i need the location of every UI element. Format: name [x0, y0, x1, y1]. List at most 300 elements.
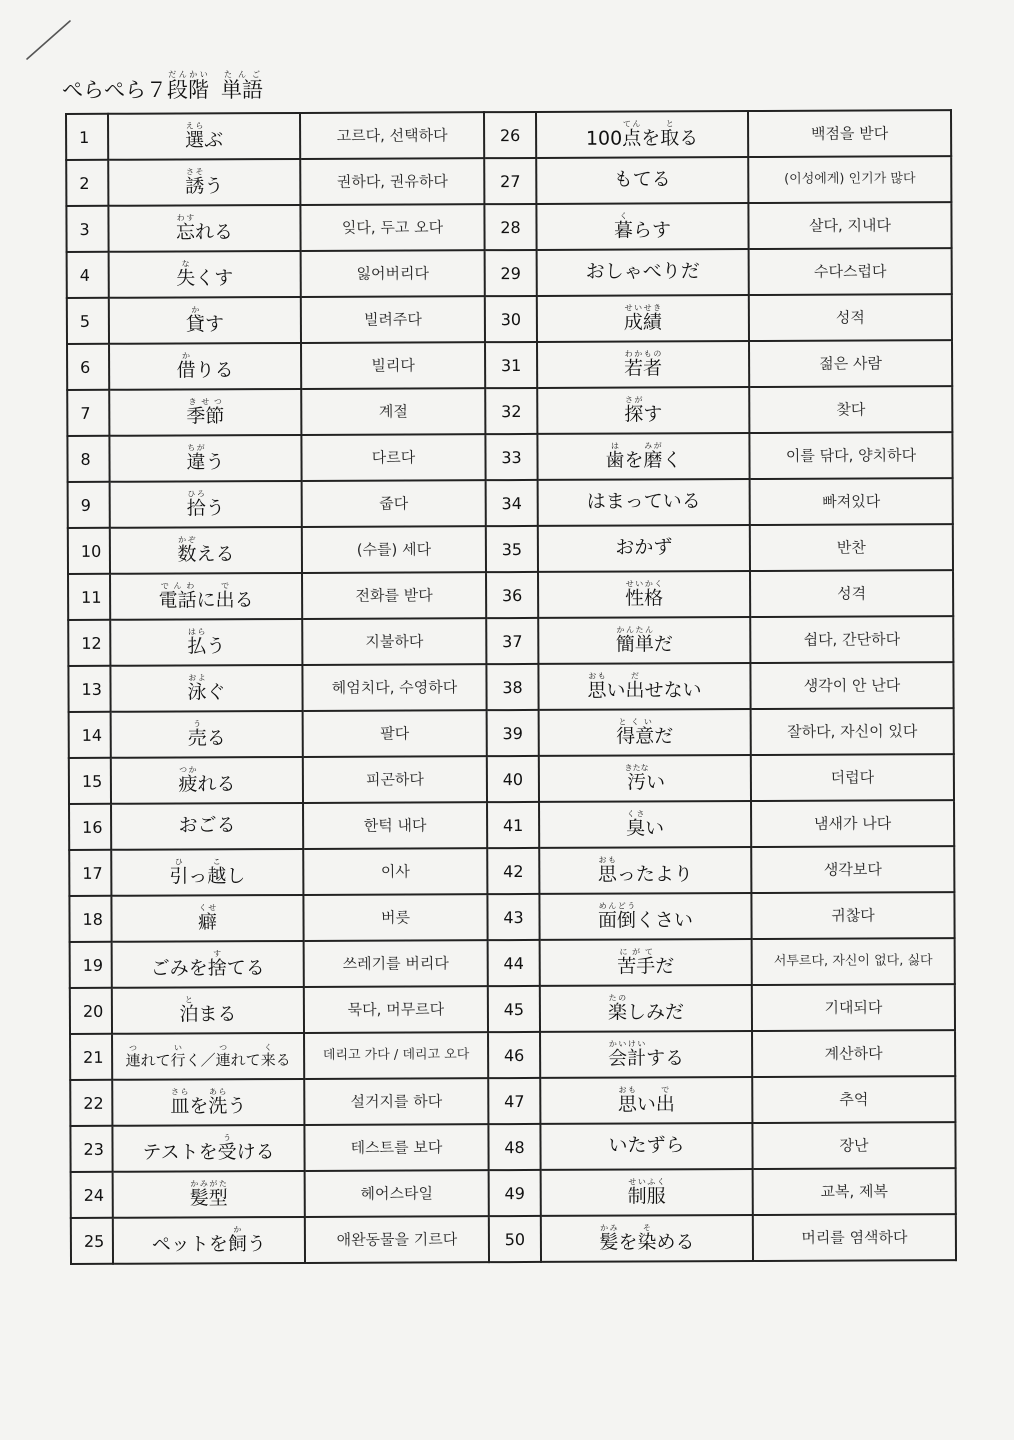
word-kana: もてる: [613, 168, 671, 191]
word-ruby: 癖くせ: [197, 902, 218, 934]
furigana: か: [185, 304, 205, 315]
word-kana: える: [196, 542, 235, 566]
table-row: [70, 1076, 955, 1126]
table-row: [70, 938, 955, 988]
word-number: 10: [68, 528, 110, 574]
word-kana: る: [275, 1050, 291, 1069]
japanese-word: [112, 987, 304, 1034]
word-kana: る: [679, 126, 699, 149]
word-number: 3: [66, 206, 108, 252]
japanese-word: [537, 249, 749, 296]
word-ruby: 会計かいけい: [608, 1039, 647, 1070]
furigana: く: [260, 1042, 276, 1053]
table-row: [67, 248, 952, 298]
word-number: 35: [486, 526, 538, 572]
table-row: [66, 110, 951, 160]
word-ruby: 苦手にがて: [617, 947, 656, 978]
table-row: [69, 800, 954, 850]
japanese-word: [539, 709, 751, 756]
table-row: [71, 1168, 956, 1218]
japanese-word: [536, 203, 748, 250]
korean-meaning: 추억: [752, 1076, 955, 1123]
japanese-word: [108, 205, 300, 252]
furigana: くせ: [197, 902, 217, 913]
furigana: はら: [187, 626, 207, 637]
title-vocab-ruby: 単語たんご: [221, 70, 263, 102]
furigana: ちが: [186, 442, 206, 453]
word-ruby: 得意とくい: [616, 717, 655, 748]
word-number: 46: [488, 1032, 540, 1078]
word-number: 15: [69, 758, 111, 804]
japanese-word: [108, 159, 300, 206]
japanese-word: [110, 619, 302, 666]
word-number: 28: [484, 204, 536, 250]
word-number: 38: [486, 664, 538, 710]
furigana: せいふく: [627, 1176, 666, 1187]
vocab-table: [65, 109, 957, 1265]
table-row: [68, 524, 953, 574]
japanese-word: [538, 525, 750, 572]
table-row: [67, 386, 952, 436]
word-number: 22: [70, 1080, 112, 1126]
japanese-word: [541, 1215, 753, 1262]
word-ruby: 貸か: [185, 304, 205, 336]
word-number: 20: [70, 988, 112, 1034]
word-ruby: 忘わす: [175, 213, 196, 244]
word-number: 2: [66, 160, 108, 206]
word-number: 5: [67, 298, 109, 344]
furigana: は: [605, 441, 625, 451]
korean-meaning: 생각이 안 난다: [750, 662, 953, 709]
word-kana: い: [646, 770, 666, 794]
word-kana: す: [204, 312, 224, 335]
korean-meaning: 한턱 내다: [303, 802, 487, 849]
vocab-table-body: [66, 110, 956, 1264]
word-kana: ペットを: [151, 1232, 228, 1256]
japanese-word: [110, 481, 302, 528]
word-ruby: 電話でんわ: [158, 581, 197, 612]
word-ruby: 洗あら: [208, 1086, 228, 1117]
japanese-word: [539, 847, 751, 894]
japanese-word: [110, 527, 302, 574]
table-row: [66, 156, 951, 206]
word-number: 1: [66, 114, 108, 160]
word-kana: らす: [632, 218, 672, 242]
korean-meaning: 반찬: [750, 524, 953, 571]
word-kana: せない: [644, 678, 702, 702]
furigana: で: [655, 1084, 675, 1095]
japanese-word: [540, 1077, 752, 1124]
korean-meaning: 쉽다, 간단하다: [750, 616, 953, 663]
word-ruby: 引ひ: [169, 857, 189, 888]
word-ruby: 受う: [217, 1132, 237, 1163]
japanese-word: [537, 387, 749, 434]
word-number: 47: [488, 1078, 540, 1124]
furigana: つ: [125, 1043, 141, 1053]
word-kana: ったより: [616, 862, 693, 886]
word-number: 29: [485, 250, 537, 296]
japanese-word: [111, 757, 303, 804]
word-kana: いたずら: [608, 1134, 685, 1157]
japanese-word: [539, 801, 751, 848]
table-row: [66, 202, 951, 252]
word-number: 43: [487, 894, 539, 940]
word-ruby: 楽たの: [607, 993, 627, 1024]
japanese-word: [538, 617, 750, 664]
table-row: [70, 984, 955, 1034]
korean-meaning: 냄새가 나다: [751, 800, 954, 847]
word-ruby: 出だ: [625, 671, 645, 702]
word-ruby: 数かぞ: [177, 535, 197, 566]
furigana: わす: [175, 213, 195, 223]
word-ruby: 暮く: [613, 211, 634, 242]
table-row: [70, 1030, 955, 1080]
word-kana: はまっている: [586, 490, 701, 513]
word-kana: だ: [655, 954, 675, 978]
word-ruby: 皿さら: [170, 1087, 190, 1118]
table-row: [68, 478, 953, 528]
japanese-word: [111, 895, 303, 942]
korean-meaning: 교복, 제복: [753, 1168, 956, 1215]
japanese-word: [540, 985, 752, 1032]
word-kana: っ: [188, 864, 208, 888]
word-ruby: 失な: [176, 259, 196, 290]
korean-meaning: 데리고 가다 / 데리고 오다: [304, 1032, 488, 1079]
word-kana: る: [206, 726, 226, 749]
japanese-word: [539, 893, 751, 940]
japanese-word: [538, 663, 750, 710]
korean-meaning: 잘하다, 자신이 있다: [751, 708, 954, 755]
word-ruby: 制服せいふく: [627, 1176, 666, 1208]
word-number: 31: [485, 342, 537, 388]
word-number: 25: [71, 1218, 113, 1264]
word-ruby: 思おも: [617, 1085, 637, 1116]
word-kana: ける: [236, 1140, 275, 1163]
word-kana: 100: [585, 127, 623, 150]
furigana: あら: [208, 1086, 228, 1096]
table-row: [69, 892, 954, 942]
furigana: だ: [625, 671, 645, 681]
furigana: てん: [622, 119, 642, 129]
word-ruby: 選えら: [185, 120, 205, 152]
word-ruby: 染そ: [637, 1223, 657, 1254]
word-kana: う: [204, 174, 224, 197]
korean-meaning: 줍다: [302, 480, 486, 527]
word-ruby: 思おも: [587, 671, 607, 702]
word-number: 33: [485, 434, 537, 480]
word-kana: す: [643, 402, 663, 426]
japanese-word: [111, 803, 303, 850]
word-ruby: 誘さそ: [185, 166, 205, 198]
table-row: [70, 1122, 955, 1172]
word-number: 17: [69, 850, 111, 896]
word-ruby: 拾ひろ: [186, 488, 206, 520]
furigana: きせつ: [186, 396, 225, 407]
word-kana: し: [226, 864, 246, 887]
pen-stroke-mark: [24, 18, 74, 62]
word-ruby: 連つ: [125, 1043, 141, 1070]
korean-meaning: 장난: [752, 1122, 955, 1169]
word-number: 14: [69, 712, 111, 758]
table-row: [69, 754, 954, 804]
word-ruby: 歯は: [605, 441, 625, 472]
japanese-word: [111, 711, 303, 758]
word-kana: る: [234, 588, 254, 611]
word-number: 49: [489, 1170, 541, 1216]
korean-meaning: 계산하다: [752, 1030, 955, 1077]
furigana: さが: [624, 395, 644, 405]
word-kana: ごみを: [150, 956, 208, 980]
word-number: 21: [70, 1034, 112, 1080]
japanese-word: [109, 297, 301, 344]
furigana: でんわ: [158, 581, 197, 591]
korean-meaning: 버릇: [303, 894, 487, 941]
word-number: 13: [68, 666, 110, 712]
furigana: う: [187, 718, 207, 729]
furigana: わかもの: [624, 348, 663, 359]
furigana: と: [660, 118, 680, 128]
furigana: さら: [170, 1087, 190, 1097]
furigana: ひろ: [186, 488, 206, 499]
japanese-word: [112, 1033, 304, 1080]
furigana: きたな: [624, 763, 649, 773]
word-kana: う: [227, 1094, 247, 1117]
korean-meaning: 피곤하다: [303, 756, 487, 803]
japanese-word: [540, 1123, 752, 1170]
word-kana: おしゃべりだ: [585, 260, 700, 283]
word-number: 11: [68, 574, 110, 620]
table-row: [67, 294, 952, 344]
table-row: [71, 1214, 956, 1264]
word-kana: ぐ: [206, 680, 226, 703]
korean-meaning: 전화를 받다: [302, 572, 486, 619]
word-ruby: 疲つか: [178, 765, 198, 796]
word-number: 24: [71, 1172, 113, 1218]
word-kana: する: [646, 1046, 685, 1070]
furigana: めんどう: [597, 901, 636, 911]
japanese-word: [112, 1125, 304, 1172]
word-kana: い: [645, 816, 665, 840]
furigana: かんたん: [615, 625, 654, 635]
furigana: こ: [207, 856, 227, 866]
japanese-word: [536, 111, 748, 158]
japanese-word: [540, 1031, 752, 1078]
word-ruby: 借か: [176, 351, 196, 382]
word-number: 48: [488, 1124, 540, 1170]
word-kana: い: [636, 1093, 656, 1116]
word-ruby: 売う: [187, 718, 207, 750]
word-kana: を: [641, 126, 661, 150]
word-kana: れる: [197, 772, 236, 796]
korean-meaning: 더럽다: [751, 754, 954, 801]
table-row: [68, 616, 953, 666]
korean-meaning: 고르다, 선택하다: [300, 112, 484, 159]
furigana: そ: [637, 1223, 657, 1233]
furigana: せいせき: [623, 302, 662, 313]
furigana: かみがた: [189, 1178, 228, 1189]
korean-meaning: 이사: [303, 848, 487, 895]
word-ruby: 連つ: [215, 1043, 231, 1070]
japanese-word: [111, 849, 303, 896]
word-number: 34: [486, 480, 538, 526]
korean-meaning: 권하다, 권유하다: [300, 158, 484, 205]
word-kana: れて: [230, 1051, 261, 1070]
japanese-word: [536, 157, 748, 204]
furigana: う: [217, 1132, 237, 1142]
page-title: [62, 72, 263, 104]
korean-meaning: 지불하다: [302, 618, 486, 665]
word-kana: まる: [198, 1002, 237, 1026]
furigana: えら: [185, 120, 205, 131]
word-kana: く: [662, 448, 682, 471]
word-kana: しみだ: [626, 1000, 684, 1024]
furigana: つか: [178, 765, 198, 775]
furigana: か: [227, 1224, 247, 1234]
word-ruby: 髪型かみがた: [189, 1178, 228, 1210]
word-number: 6: [67, 344, 109, 390]
furigana: みが: [643, 440, 663, 451]
japanese-word: [112, 941, 304, 988]
korean-meaning: 테스트를 보다: [304, 1124, 488, 1171]
word-ruby: 捨す: [207, 948, 227, 979]
korean-meaning: 이를 닦다, 양치하다: [749, 432, 952, 479]
japanese-word: [113, 1171, 305, 1218]
korean-meaning: 애완동물을 기르다: [305, 1216, 489, 1263]
korean-meaning: (이성에게) 인기가 많다: [748, 156, 951, 203]
word-ruby: 行い: [170, 1043, 186, 1070]
japanese-word: [538, 571, 750, 618]
word-number: 50: [489, 1216, 541, 1262]
word-kana: くす: [195, 266, 234, 290]
korean-meaning: 빌리다: [301, 342, 485, 389]
japanese-word: [109, 435, 301, 482]
word-kana: める: [656, 1230, 695, 1254]
word-number: 40: [487, 756, 539, 802]
word-kana: を: [189, 1094, 209, 1118]
furigana: とくい: [616, 717, 655, 727]
word-number: 19: [70, 942, 112, 988]
furigana: ひ: [169, 857, 189, 867]
korean-meaning: 빌려주다: [301, 296, 485, 343]
furigana: かぞ: [177, 535, 197, 545]
japanese-word: [108, 113, 300, 160]
korean-meaning: 성격: [750, 570, 953, 617]
furigana: おも: [587, 671, 607, 681]
word-ruby: 性格せいかく: [625, 578, 664, 610]
japanese-word: [541, 1169, 753, 1216]
word-ruby: 違ちが: [186, 442, 206, 474]
word-number: 7: [67, 390, 109, 436]
word-ruby: 面倒めんどう: [597, 901, 637, 932]
japanese-word: [109, 389, 301, 436]
word-ruby: 汚きたな: [624, 763, 649, 794]
word-kana: れて: [140, 1051, 171, 1070]
furigana: たの: [607, 993, 627, 1003]
furigana: くさ: [626, 809, 646, 819]
word-ruby: 髪かみ: [599, 1223, 619, 1254]
word-kana: を: [624, 449, 644, 472]
word-kana: だ: [653, 632, 673, 656]
word-number: 12: [68, 620, 110, 666]
word-kana: てる: [226, 956, 265, 979]
word-ruby: 点てん: [622, 119, 642, 150]
furigana: にがて: [617, 947, 656, 957]
korean-meaning: 살다, 지내다: [748, 202, 951, 249]
word-kana: う: [205, 496, 225, 519]
table-row: [69, 708, 954, 758]
japanese-word: [109, 251, 301, 298]
word-kana: く／: [185, 1051, 216, 1070]
word-number: 32: [485, 388, 537, 434]
korean-meaning: (수를) 세다: [302, 526, 486, 573]
furigana: と: [179, 995, 199, 1005]
word-kana: だ: [654, 724, 674, 748]
japanese-word: [110, 573, 302, 620]
word-number: 27: [484, 158, 536, 204]
japanese-word: [537, 295, 749, 342]
word-ruby: 成績せいせき: [623, 302, 662, 334]
word-kana: う: [206, 634, 226, 657]
korean-meaning: 찾다: [749, 386, 952, 433]
korean-meaning: 잊다, 두고 오다: [300, 204, 484, 251]
word-kana: おごる: [178, 814, 236, 837]
furigana: おも: [617, 1085, 637, 1095]
korean-meaning: 계절: [301, 388, 485, 435]
japanese-word: [537, 433, 749, 480]
furigana: な: [176, 259, 196, 269]
word-number: 26: [484, 112, 536, 158]
word-ruby: 簡単かんたん: [615, 625, 654, 656]
japanese-word: [540, 939, 752, 986]
table-row: [68, 570, 953, 620]
korean-meaning: 묵다, 머무르다: [304, 986, 488, 1033]
word-ruby: 泳およ: [187, 672, 207, 704]
word-ruby: 臭くさ: [626, 809, 646, 840]
korean-meaning: 팔다: [303, 710, 487, 757]
furigana: く: [613, 211, 633, 221]
korean-meaning: 헤어스타일: [305, 1170, 489, 1217]
word-ruby: 季節きせつ: [186, 396, 225, 428]
word-ruby: 取と: [660, 118, 680, 149]
korean-meaning: 서투르다, 자신이 없다, 싫다: [752, 938, 955, 985]
korean-meaning: 백점을 받다: [748, 110, 951, 157]
table-row: [69, 846, 954, 896]
table-row: [67, 340, 952, 390]
japanese-word: [110, 665, 302, 712]
word-number: 39: [487, 710, 539, 756]
word-ruby: 払はら: [187, 626, 207, 658]
word-kana: りる: [195, 358, 234, 382]
title-level-text: ぺらぺら７: [62, 78, 167, 102]
korean-meaning: 성적: [749, 294, 952, 341]
korean-meaning: 쓰레기를 버리다: [304, 940, 488, 987]
korean-meaning: 머리를 염색하다: [753, 1214, 956, 1261]
furigana: およ: [187, 672, 207, 683]
title-level-ruby: 段階だんかい: [167, 70, 209, 102]
table-row: [67, 432, 952, 482]
japanese-word: [539, 755, 751, 802]
furigana: かいけい: [608, 1039, 647, 1049]
word-kana: に: [196, 588, 216, 612]
word-kana: を: [618, 1231, 638, 1254]
furigana: つ: [215, 1043, 231, 1053]
word-number: 8: [67, 436, 109, 482]
word-ruby: 探さが: [624, 395, 644, 426]
word-number: 9: [68, 482, 110, 528]
korean-meaning: 기대되다: [752, 984, 955, 1031]
furigana: か: [176, 351, 196, 361]
word-ruby: 思おも: [597, 855, 617, 886]
